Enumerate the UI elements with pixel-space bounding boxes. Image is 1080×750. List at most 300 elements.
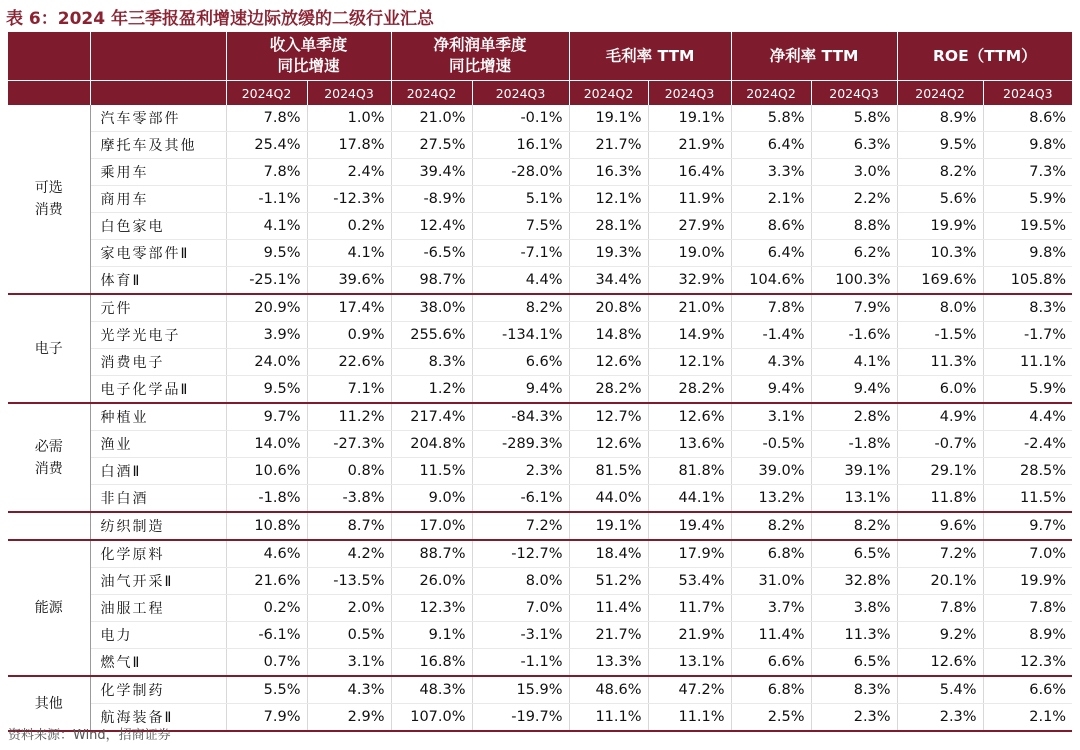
table-row — [8, 186, 1072, 213]
value-cell: 4.1% — [811, 349, 897, 376]
category-label: 可选 消费 — [34, 180, 63, 218]
value-cell: 8.6% — [983, 105, 1072, 132]
value-cell: 24.0% — [226, 349, 307, 376]
header-net-margin: 净利率 TTM — [731, 32, 897, 81]
value-cell: 16.1% — [472, 132, 569, 159]
value-cell: 7.3% — [983, 159, 1072, 186]
header-roe: ROE（TTM） — [897, 32, 1072, 81]
value-cell: 2.8% — [811, 403, 897, 431]
value-cell: -1.1% — [226, 186, 307, 213]
value-cell: 20.9% — [226, 294, 307, 322]
value-cell: 7.8% — [731, 294, 811, 322]
value-cell: 39.1% — [811, 458, 897, 485]
value-cell: 27.5% — [391, 132, 472, 159]
period-header: 2024Q2 — [731, 81, 811, 106]
industry-name: 乘用车 — [90, 159, 226, 186]
value-cell: 7.2% — [472, 512, 569, 540]
value-cell: 204.8% — [391, 431, 472, 458]
value-cell: 28.5% — [983, 458, 1072, 485]
value-cell: 8.9% — [897, 105, 983, 132]
value-cell: 9.8% — [983, 240, 1072, 267]
value-cell: 19.9% — [897, 213, 983, 240]
source-note: 资料来源：Wind，招商证券 — [8, 728, 171, 743]
table-row — [8, 322, 1072, 349]
value-cell: 0.5% — [307, 622, 391, 649]
value-cell: 17.0% — [391, 512, 472, 540]
industry-name: 种植业 — [90, 403, 226, 431]
value-cell: 4.1% — [307, 240, 391, 267]
table-row — [8, 485, 1072, 513]
value-cell: 11.1% — [983, 349, 1072, 376]
industry-name: 纺织制造 — [90, 512, 226, 540]
table-row — [8, 213, 1072, 240]
period-header: 2024Q3 — [983, 81, 1072, 106]
value-cell: -7.1% — [472, 240, 569, 267]
value-cell: 28.2% — [648, 376, 731, 404]
value-cell: 7.8% — [983, 595, 1072, 622]
value-cell: 12.6% — [569, 431, 648, 458]
value-cell: 16.8% — [391, 649, 472, 677]
value-cell: 19.0% — [648, 240, 731, 267]
value-cell: 21.0% — [391, 105, 472, 132]
value-cell: -1.7% — [983, 322, 1072, 349]
table-row — [8, 649, 1072, 677]
value-cell: 11.1% — [648, 704, 731, 732]
value-cell: 5.5% — [226, 676, 307, 704]
industry-name: 油气开采Ⅱ — [90, 568, 226, 595]
industry-name: 汽车零部件 — [90, 105, 226, 132]
value-cell: 22.6% — [307, 349, 391, 376]
period-header: 2024Q2 — [226, 81, 307, 106]
value-cell: 9.7% — [983, 512, 1072, 540]
table-row — [8, 512, 1072, 540]
value-cell: 11.5% — [391, 458, 472, 485]
value-cell: 2.1% — [731, 186, 811, 213]
value-cell: 32.8% — [811, 568, 897, 595]
value-cell: 14.8% — [569, 322, 648, 349]
value-cell: 104.6% — [731, 267, 811, 295]
value-cell: 9.5% — [897, 132, 983, 159]
value-cell: 5.6% — [897, 186, 983, 213]
value-cell: 4.4% — [472, 267, 569, 295]
period-header: 2024Q3 — [811, 81, 897, 106]
value-cell: 7.2% — [897, 540, 983, 568]
value-cell: 5.8% — [811, 105, 897, 132]
value-cell: 0.7% — [226, 649, 307, 677]
value-cell: 12.3% — [983, 649, 1072, 677]
value-cell: 21.9% — [648, 622, 731, 649]
table-row — [8, 105, 1072, 132]
value-cell: 26.0% — [391, 568, 472, 595]
industry-name: 电力 — [90, 622, 226, 649]
value-cell: 9.4% — [472, 376, 569, 404]
period-header: 2024Q3 — [307, 81, 391, 106]
value-cell: 0.2% — [226, 595, 307, 622]
value-cell: 3.7% — [731, 595, 811, 622]
value-cell: 81.5% — [569, 458, 648, 485]
value-cell: 7.9% — [226, 704, 307, 732]
value-cell: 21.0% — [648, 294, 731, 322]
value-cell: -1.5% — [897, 322, 983, 349]
value-cell: 13.6% — [648, 431, 731, 458]
header-profit-growth: 净利润单季度 同比增速 — [391, 32, 569, 81]
value-cell: 100.3% — [811, 267, 897, 295]
value-cell: 2.3% — [897, 704, 983, 732]
value-cell: 2.9% — [307, 704, 391, 732]
value-cell: 12.1% — [648, 349, 731, 376]
value-cell: 21.9% — [648, 132, 731, 159]
industry-name: 光学光电子 — [90, 322, 226, 349]
value-cell: 48.6% — [569, 676, 648, 704]
table-row — [8, 431, 1072, 458]
value-cell: 6.5% — [811, 540, 897, 568]
value-cell: 9.4% — [811, 376, 897, 404]
value-cell: 2.1% — [983, 704, 1072, 732]
value-cell: -12.7% — [472, 540, 569, 568]
value-cell: 7.5% — [472, 213, 569, 240]
value-cell: -2.4% — [983, 431, 1072, 458]
header-row-groups — [8, 32, 1072, 81]
value-cell: 10.6% — [226, 458, 307, 485]
value-cell: 6.3% — [811, 132, 897, 159]
value-cell: 11.9% — [648, 186, 731, 213]
value-cell: 12.6% — [897, 649, 983, 677]
period-header: 2024Q3 — [648, 81, 731, 106]
value-cell: 11.3% — [811, 622, 897, 649]
table-row — [8, 403, 1072, 431]
value-cell: 4.3% — [307, 676, 391, 704]
table-row — [8, 294, 1072, 322]
industry-name: 元件 — [90, 294, 226, 322]
value-cell: 27.9% — [648, 213, 731, 240]
value-cell: -0.5% — [731, 431, 811, 458]
period-header: 2024Q2 — [391, 81, 472, 106]
category-label: 必需 消费 — [34, 438, 63, 477]
value-cell: 5.1% — [472, 186, 569, 213]
industry-name: 燃气Ⅱ — [90, 649, 226, 677]
industry-name: 电子化学品Ⅱ — [90, 376, 226, 404]
value-cell: 20.8% — [569, 294, 648, 322]
value-cell: -289.3% — [472, 431, 569, 458]
value-cell: 4.3% — [731, 349, 811, 376]
value-cell: 13.3% — [569, 649, 648, 677]
value-cell: 19.1% — [648, 105, 731, 132]
value-cell: 21.6% — [226, 568, 307, 595]
value-cell: 11.8% — [897, 485, 983, 513]
period-header: 2024Q2 — [897, 81, 983, 106]
table-row — [8, 159, 1072, 186]
value-cell: 44.1% — [648, 485, 731, 513]
value-cell: 8.7% — [307, 512, 391, 540]
header-blank-cell — [8, 32, 90, 81]
value-cell: 12.7% — [569, 403, 648, 431]
value-cell: 8.3% — [391, 349, 472, 376]
value-cell: 2.2% — [811, 186, 897, 213]
value-cell: 8.9% — [983, 622, 1072, 649]
industry-name: 摩托车及其他 — [90, 132, 226, 159]
value-cell: -6.1% — [472, 485, 569, 513]
table-row — [8, 458, 1072, 485]
industry-name: 体育Ⅱ — [90, 267, 226, 295]
value-cell: 6.8% — [731, 676, 811, 704]
value-cell: 4.2% — [307, 540, 391, 568]
value-cell: 2.3% — [472, 458, 569, 485]
value-cell: 18.4% — [569, 540, 648, 568]
value-cell: 48.3% — [391, 676, 472, 704]
value-cell: 19.5% — [983, 213, 1072, 240]
value-cell: -134.1% — [472, 322, 569, 349]
period-header: 2024Q3 — [472, 81, 569, 106]
value-cell: 14.9% — [648, 322, 731, 349]
value-cell: 12.6% — [569, 349, 648, 376]
value-cell: 29.1% — [897, 458, 983, 485]
industry-name: 化学制药 — [90, 676, 226, 704]
value-cell: -0.1% — [472, 105, 569, 132]
value-cell: -3.8% — [307, 485, 391, 513]
industry-name: 白酒Ⅱ — [90, 458, 226, 485]
value-cell: 6.4% — [731, 132, 811, 159]
table-row — [8, 240, 1072, 267]
value-cell: 8.0% — [472, 568, 569, 595]
category-cell — [8, 512, 90, 540]
value-cell: 6.8% — [731, 540, 811, 568]
industry-name: 非白酒 — [90, 485, 226, 513]
value-cell: 88.7% — [391, 540, 472, 568]
category-cell — [8, 676, 90, 731]
industry-name: 家电零部件Ⅱ — [90, 240, 226, 267]
table-body — [8, 105, 1072, 731]
value-cell: 19.1% — [569, 105, 648, 132]
table-row — [8, 622, 1072, 649]
value-cell: -13.5% — [307, 568, 391, 595]
value-cell: 7.9% — [811, 294, 897, 322]
category-cell — [8, 403, 90, 512]
category-label: 电子 — [34, 340, 63, 357]
value-cell: 0.9% — [307, 322, 391, 349]
value-cell: 28.1% — [569, 213, 648, 240]
value-cell: -1.6% — [811, 322, 897, 349]
value-cell: 9.5% — [226, 376, 307, 404]
value-cell: 6.6% — [472, 349, 569, 376]
value-cell: 9.7% — [226, 403, 307, 431]
value-cell: 2.0% — [307, 595, 391, 622]
table-title: 表 6：2024 年三季报盈利增速边际放缓的二级行业汇总 — [6, 9, 434, 29]
industry-name: 消费电子 — [90, 349, 226, 376]
category-cell — [8, 105, 90, 294]
header-blank-cell — [8, 81, 90, 106]
value-cell: -28.0% — [472, 159, 569, 186]
value-cell: 19.9% — [983, 568, 1072, 595]
value-cell: 17.9% — [648, 540, 731, 568]
value-cell: 47.2% — [648, 676, 731, 704]
value-cell: -84.3% — [472, 403, 569, 431]
value-cell: -6.1% — [226, 622, 307, 649]
value-cell: 19.3% — [569, 240, 648, 267]
value-cell: 39.0% — [731, 458, 811, 485]
value-cell: 8.2% — [731, 512, 811, 540]
value-cell: 5.9% — [983, 186, 1072, 213]
value-cell: 6.4% — [731, 240, 811, 267]
period-header: 2024Q2 — [569, 81, 648, 106]
value-cell: 9.1% — [391, 622, 472, 649]
value-cell: 20.1% — [897, 568, 983, 595]
value-cell: 34.4% — [569, 267, 648, 295]
value-cell: 32.9% — [648, 267, 731, 295]
value-cell: 10.8% — [226, 512, 307, 540]
value-cell: 9.0% — [391, 485, 472, 513]
value-cell: -1.1% — [472, 649, 569, 677]
value-cell: 13.2% — [731, 485, 811, 513]
value-cell: 12.6% — [648, 403, 731, 431]
value-cell: 11.4% — [731, 622, 811, 649]
value-cell: -0.7% — [897, 431, 983, 458]
value-cell: 11.7% — [648, 595, 731, 622]
value-cell: -8.9% — [391, 186, 472, 213]
value-cell: -19.7% — [472, 704, 569, 732]
value-cell: 21.7% — [569, 622, 648, 649]
table-row — [8, 376, 1072, 404]
value-cell: 1.2% — [391, 376, 472, 404]
header-blank-cell — [90, 81, 226, 106]
value-cell: 16.3% — [569, 159, 648, 186]
value-cell: 15.9% — [472, 676, 569, 704]
value-cell: 17.8% — [307, 132, 391, 159]
value-cell: 28.2% — [569, 376, 648, 404]
industry-name: 航海装备Ⅱ — [90, 704, 226, 732]
category-label: 其他 — [34, 695, 63, 712]
value-cell: 14.0% — [226, 431, 307, 458]
table-row — [8, 132, 1072, 159]
table-row — [8, 676, 1072, 704]
value-cell: 8.3% — [811, 676, 897, 704]
value-cell: 11.1% — [569, 704, 648, 732]
industry-name: 油服工程 — [90, 595, 226, 622]
value-cell: 38.0% — [391, 294, 472, 322]
industry-name: 化学原料 — [90, 540, 226, 568]
value-cell: 12.4% — [391, 213, 472, 240]
value-cell: 107.0% — [391, 704, 472, 732]
value-cell: 51.2% — [569, 568, 648, 595]
table-row — [8, 267, 1072, 295]
value-cell: 16.4% — [648, 159, 731, 186]
value-cell: 13.1% — [811, 485, 897, 513]
value-cell: 21.7% — [569, 132, 648, 159]
value-cell: 44.0% — [569, 485, 648, 513]
value-cell: 8.2% — [897, 159, 983, 186]
value-cell: -1.8% — [226, 485, 307, 513]
value-cell: 3.8% — [811, 595, 897, 622]
table-row — [8, 568, 1072, 595]
value-cell: 2.3% — [811, 704, 897, 732]
value-cell: 5.4% — [897, 676, 983, 704]
header-revenue-growth: 收入单季度 同比增速 — [226, 32, 391, 81]
category-label: 能源 — [34, 600, 63, 616]
value-cell: 39.4% — [391, 159, 472, 186]
value-cell: -25.1% — [226, 267, 307, 295]
value-cell: 17.4% — [307, 294, 391, 322]
value-cell: 5.8% — [731, 105, 811, 132]
value-cell: 3.1% — [731, 403, 811, 431]
value-cell: -6.5% — [391, 240, 472, 267]
category-cell — [8, 294, 90, 403]
header-row-periods — [8, 81, 1072, 106]
industry-name: 渔业 — [90, 431, 226, 458]
value-cell: -27.3% — [307, 431, 391, 458]
value-cell: 12.3% — [391, 595, 472, 622]
value-cell: 0.8% — [307, 458, 391, 485]
category-cell — [8, 540, 90, 676]
value-cell: 3.0% — [811, 159, 897, 186]
value-cell: 217.4% — [391, 403, 472, 431]
value-cell: 3.9% — [226, 322, 307, 349]
value-cell: 39.6% — [307, 267, 391, 295]
value-cell: 1.0% — [307, 105, 391, 132]
value-cell: 4.6% — [226, 540, 307, 568]
value-cell: 11.2% — [307, 403, 391, 431]
value-cell: -12.3% — [307, 186, 391, 213]
value-cell: 2.5% — [731, 704, 811, 732]
value-cell: 6.2% — [811, 240, 897, 267]
value-cell: 2.4% — [307, 159, 391, 186]
value-cell: 19.1% — [569, 512, 648, 540]
value-cell: 105.8% — [983, 267, 1072, 295]
value-cell: -3.1% — [472, 622, 569, 649]
value-cell: 9.5% — [226, 240, 307, 267]
value-cell: 10.3% — [897, 240, 983, 267]
value-cell: -1.8% — [811, 431, 897, 458]
value-cell: 25.4% — [226, 132, 307, 159]
table-row — [8, 595, 1072, 622]
industry-summary-table — [8, 32, 1072, 732]
value-cell: 3.3% — [731, 159, 811, 186]
value-cell: 8.2% — [472, 294, 569, 322]
value-cell: 11.5% — [983, 485, 1072, 513]
value-cell: 9.6% — [897, 512, 983, 540]
value-cell: 98.7% — [391, 267, 472, 295]
value-cell: 4.4% — [983, 403, 1072, 431]
value-cell: 7.0% — [472, 595, 569, 622]
value-cell: 53.4% — [648, 568, 731, 595]
value-cell: -1.4% — [731, 322, 811, 349]
value-cell: 255.6% — [391, 322, 472, 349]
value-cell: 9.2% — [897, 622, 983, 649]
table-row — [8, 349, 1072, 376]
value-cell: 7.8% — [226, 105, 307, 132]
value-cell: 4.9% — [897, 403, 983, 431]
value-cell: 8.0% — [897, 294, 983, 322]
value-cell: 4.1% — [226, 213, 307, 240]
value-cell: 13.1% — [648, 649, 731, 677]
value-cell: 19.4% — [648, 512, 731, 540]
value-cell: 8.3% — [983, 294, 1072, 322]
value-cell: 11.4% — [569, 595, 648, 622]
value-cell: 6.6% — [983, 676, 1072, 704]
value-cell: 9.8% — [983, 132, 1072, 159]
value-cell: 6.6% — [731, 649, 811, 677]
value-cell: 12.1% — [569, 186, 648, 213]
value-cell: 11.3% — [897, 349, 983, 376]
value-cell: 8.8% — [811, 213, 897, 240]
table-row — [8, 540, 1072, 568]
header-blank-cell — [90, 32, 226, 81]
value-cell: 3.1% — [307, 649, 391, 677]
header-gross-margin: 毛利率 TTM — [569, 32, 731, 81]
value-cell: 7.8% — [226, 159, 307, 186]
value-cell: 8.6% — [731, 213, 811, 240]
value-cell: 6.5% — [811, 649, 897, 677]
value-cell: 7.0% — [983, 540, 1072, 568]
industry-name: 白色家电 — [90, 213, 226, 240]
